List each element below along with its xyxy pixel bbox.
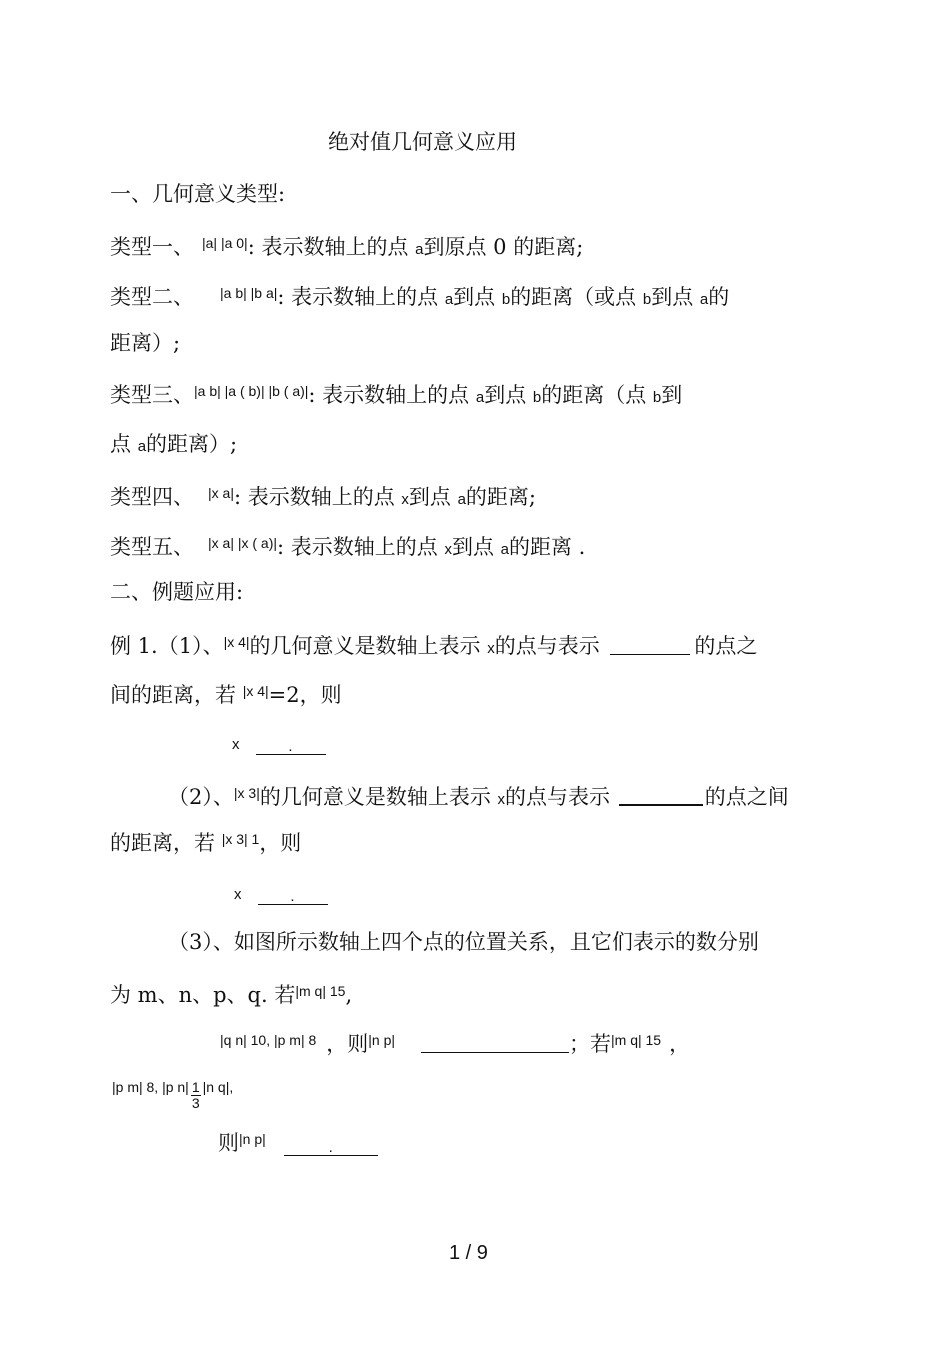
type-3-label: 类型三、 [110,383,194,407]
fraction-one-third: $\frac{1}{3}$ [191,1079,200,1111]
example-1-part-1-answer: x . [232,732,326,755]
type-2-expr: |a b| |b a| [220,285,278,301]
example-1-part-1-cont: 间的距离，若 $^{|x 4|}$=2，则 [110,683,342,707]
example-1-part-1: 例 1.（1）、$^{|x 4|}$的几何意义是数轴上表示 x的点与表示 的点之 [110,634,758,658]
example-1-part-3: （3）、如图所示数轴上四个点的位置关系，且它们表示的数分别 [168,930,759,954]
answer-blank[interactable]: . [284,1135,378,1156]
ex1-p1-expr: |x 4| [223,634,250,650]
type-1-line: 类型一、 $^{|a| |a 0|}$: 表示数轴上的点 a到原点 0 的距离; [110,235,584,259]
example-1-part-3-line4: $^{|p m| 8, |p n|}$ $\frac{1}{3}$ $^{|n q|,}$ [112,1079,234,1111]
type-3-expr: |a b| |a ( b)| |b ( a)| [194,383,309,399]
answer-blank[interactable] [610,634,690,655]
type-1-expr: |a| |a 0| [202,235,248,251]
example-1-part-3-line5: 则$^{|n p|}$ . [218,1132,378,1156]
answer-blank[interactable] [619,784,703,806]
example-1-part-3-line3: $^{|q n| 10, |p m| 8}$ ，则$^{|n p|}$ ；若$^{|m q| 15}$ ， [220,1032,691,1056]
example-1-part-2: （2）、$^{|x 3|}$的几何意义是数轴上表示 x的点与表示 的点之间 [168,785,789,809]
page-title: 绝对值几何意义应用 [328,130,517,154]
type-3-cont: 点 a的距离）; [110,432,238,456]
type-2-line: 类型二、 $^{|a b| |b a|}$: 表示数轴上的点 a到点 b的距离（或点 b到点 a的 [110,285,730,309]
example-1-part-3-line2: 为 m、n、p、q. 若$^{|m q| 15}$, [110,983,353,1007]
type-2-label: 类型二、 [110,285,194,309]
type-4-line: 类型四、 $^{|x a|}$: 表示数轴上的点 x到点 a的距离; [110,485,536,509]
page-number: 1 / 9 [449,1242,488,1264]
type-4-label: 类型四、 [110,485,194,509]
type-3-line: 类型三、$^{|a b| |a ( b)| |b ( a)|}$: 表示数轴上的点 a到点 b的距离（点 b到 [110,383,683,407]
section-heading-1: 一、几何意义类型: [110,182,286,206]
type-1-label: 类型一、 [110,235,194,259]
section-heading-2: 二、例题应用: [110,580,244,604]
type-5-expr: |x a| |x ( a)| [208,535,278,551]
type-5-label: 类型五、 [110,535,194,559]
answer-blank[interactable]: . [258,884,328,905]
example-1-part-2-cont: 的距离，若 $^{|x 3| 1}$，则 [110,831,302,855]
type-5-line: 类型五、 $^{|x a| |x ( a)|}$: 表示数轴上的点 x到点 a的距离 . [110,535,586,559]
answer-blank[interactable] [421,1032,569,1053]
type-2-cont: 距离）; [110,331,181,355]
answer-blank[interactable]: . [256,734,326,755]
example-1-part-2-answer: x . [234,882,328,905]
type-4-expr: |x a| [208,485,234,501]
